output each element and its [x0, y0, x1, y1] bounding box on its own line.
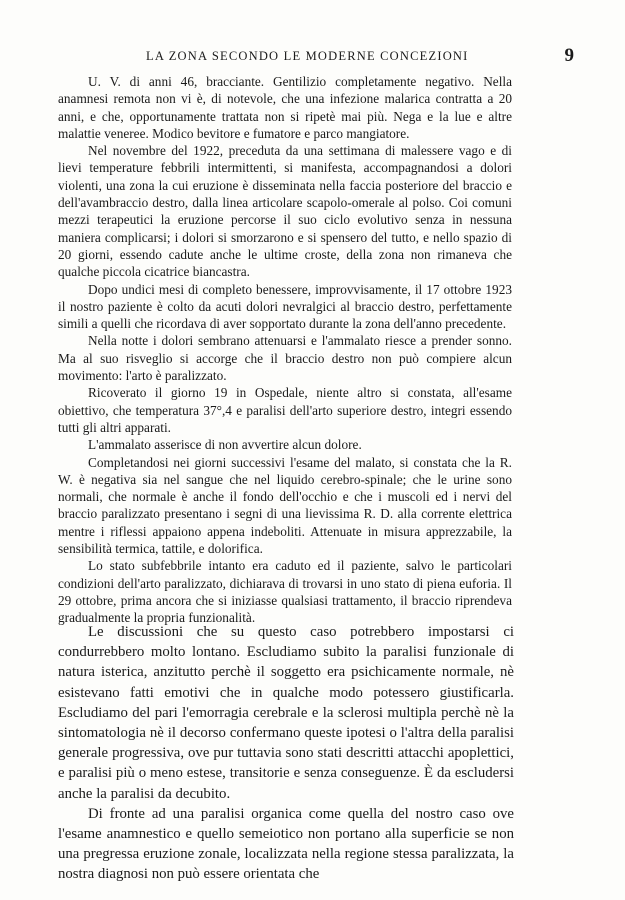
paragraph: Dopo undici mesi di completo benessere, improvvisamente, il 17 ottobre 1923 il nostro paziente è colto da acuti dolori nevralgici al braccio destro, perfettamente simili a quelli che ricordava di aver sopportato durante la zona dell'anno precedente. — [58, 281, 512, 332]
paragraph: L'ammalato asserisce di non avvertire alcun dolore. — [88, 437, 362, 453]
paragraph: Nella notte i dolori sembrano attenuarsi e l'ammalato riesce a prender sonno. Ma al suo risveglio si accorge che il braccio destro non può compiere alcun movimento: l'arto è paralizzato. — [58, 333, 512, 384]
page-number: 9 — [564, 45, 574, 66]
paragraph: Lo stato subfebbrile intanto era caduto ed il paziente, salvo le particolari condizioni dell'arto paralizzato, dichiarava di trovarsi in uno stato di piena euforia. Il 29 ottobre, prima ancora che si iniziasse qualsiasi trattamento, il braccio riprendeva gradualmente la propria funzionalità. — [58, 558, 512, 626]
paragraph: Nel novembre del 1922, preceduta da una settimana di malessere vago e di lievi temperature febbrili intermittenti, si manifesta, accompagnandosi a dolori violenti, una zona la cui eruzione è disseminata nella faccia posteriore del braccio e dell'avambraccio destro, dalla linea articolare scapolo-omerale al polso. Coi comuni mezzi terapeutici la eruzione percorse il suo ciclo evolutivo senza in nessuna maniera complicarsi; i dolori si smorzarono e si spensero del tutto, e nello spazio di 20 giorni, essendo cadute anche le ultime croste, della zona non rimaneva che qualche piccola cicatrice biancastra. — [58, 143, 512, 280]
paragraph: Le discussioni che su questo caso potrebbero impostarsi ci condurrebbero molto lontano. Escludiamo subito la paralisi funzionale di natura isterica, anzitutto perchè il soggetto era psichicamente normale, nè esistevano fatti emotivi che in qualche modo potessero giustificarla. Escludiamo del pari l'emorragia cerebrale e la sclerosi multipla perchè nè la sintomatologia nè il decorso confermano queste ipotesi o l'altra della paralisi generale progressiva, ove pur tuttavia sono stati descritti attacchi apoplettici, e paralisi più o meno estese, transitorie e senza conseguenze. È da escludersi anche la paralisi da decubito. — [58, 624, 514, 802]
paragraph: Di fronte ad una paralisi organica come quella del nostro caso ove l'esame anamnestico e quello semeiotico non portano alla superficie se non una pregressa eruzione zonale, localizzata nella regione stessa paralizzata, la nostra diagnosi non può essere orientata che — [58, 805, 514, 883]
case-report — [58, 73, 512, 627]
paragraph: Completandosi nei giorni successivi l'esame del malato, si constata che la R. W. è negativa sia nel sangue che nel liquido cerebro-spinale; che le urine sono normali, che normale è anche il fondo dell'occhio e che i muscoli ed i nervi del braccio paralizzato presentano i segni di una lievissima R. D. alla corrente elettrica mentre i riflessi appaiono appena indeboliti. Attenuate in misura apprezzabile, la sensibilità termica, tattile, e dolorifica. — [58, 454, 512, 557]
running-head — [58, 47, 578, 67]
running-title: LA ZONA SECONDO LE MODERNE CONCEZIONI — [146, 49, 469, 63]
discussion-text — [58, 622, 514, 885]
paragraph: Ricoverato il giorno 19 in Ospedale, niente altro si constata, all'esame obiettivo, che temperatura 37°,4 e paralisi dell'arto superiore destro, integri essendo tutti gli altri apparati. — [58, 385, 512, 435]
paragraph: U. V. di anni 46, bracciante. Gentilizio completamente negativo. Nella anamnesi remota non vi è, di notevole, che una infezione malarica contratta a 20 anni, e che, opportunamente trattata non si ripetè mai più. Nega e la lue e altre malattie veneree. Modico bevitore e fumatore e parco mangiatore. — [58, 74, 512, 141]
